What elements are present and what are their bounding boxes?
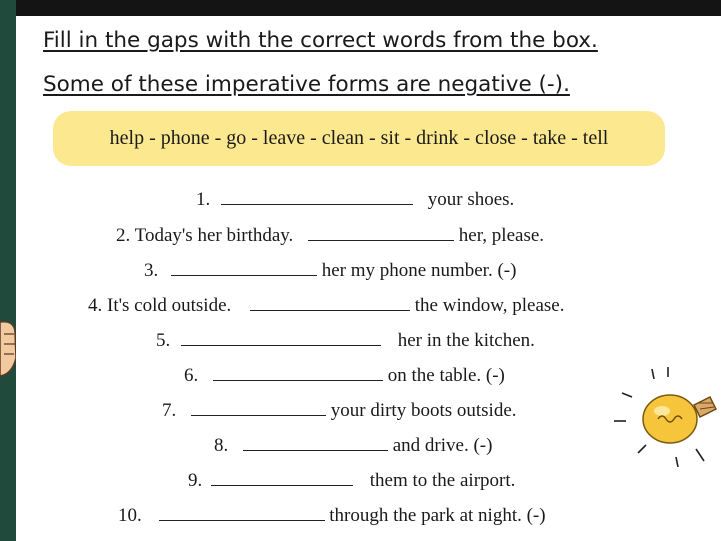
word-box <box>53 111 665 166</box>
item-text-after: them to the airport. <box>369 470 516 491</box>
answer-blank[interactable] <box>308 224 454 241</box>
item-number: 9. <box>188 470 203 491</box>
answer-blank[interactable] <box>181 329 381 346</box>
word-list: help - phone - go - leave - clean - sit - drink - close - take - tell <box>109 127 609 149</box>
exercise-item-7 <box>162 399 517 423</box>
item-text-after: her, please. <box>458 225 545 246</box>
item-number: 3. <box>144 260 159 281</box>
item-text-after: your dirty boots outside. <box>330 400 517 421</box>
item-number: 2. <box>116 225 131 246</box>
background-strip <box>0 0 16 541</box>
item-number: 10. <box>118 505 142 526</box>
instruction-line-2: Some of these imperative forms are negative (-). <box>43 72 570 97</box>
item-text-after: the window, please. <box>414 295 565 316</box>
item-number: 5. <box>156 330 171 351</box>
exercise-item-1 <box>196 188 514 212</box>
answer-blank[interactable] <box>191 399 326 416</box>
answer-blank[interactable] <box>250 294 410 311</box>
exercise-item-2 <box>116 224 544 248</box>
item-text-before: Today's her birthday. <box>134 225 294 246</box>
item-text-after: on the table. (-) <box>387 365 505 386</box>
item-text-after: her my phone number. (-) <box>321 260 517 281</box>
item-text-after: your shoes. <box>427 189 515 210</box>
answer-blank[interactable] <box>159 504 325 521</box>
answer-blank[interactable] <box>243 434 388 451</box>
exercise-item-4 <box>88 294 564 318</box>
answer-blank[interactable] <box>171 259 317 276</box>
item-number: 1. <box>196 189 211 210</box>
item-text-after: through the park at night. (-) <box>329 505 546 526</box>
item-text-after: her in the kitchen. <box>397 330 535 351</box>
item-text-before: It's cold outside. <box>107 295 232 316</box>
item-text-after: and drive. (-) <box>392 435 493 456</box>
answer-blank[interactable] <box>211 469 353 486</box>
exercise-item-8 <box>214 434 492 458</box>
answer-blank[interactable] <box>213 364 383 381</box>
instruction-line-1: Fill in the gaps with the correct words from the box. <box>43 28 598 53</box>
exercise-item-5 <box>156 329 535 353</box>
item-number: 8. <box>214 435 229 456</box>
item-number: 4. <box>88 295 103 316</box>
exercise-item-6 <box>184 364 505 388</box>
item-number: 6. <box>184 365 199 386</box>
exercise-item-10 <box>118 504 546 528</box>
exercise-item-3 <box>144 259 516 283</box>
answer-blank[interactable] <box>221 188 413 205</box>
lightbulb-icon <box>610 355 720 475</box>
exercise-item-9 <box>188 469 515 493</box>
item-number: 7. <box>162 400 177 421</box>
